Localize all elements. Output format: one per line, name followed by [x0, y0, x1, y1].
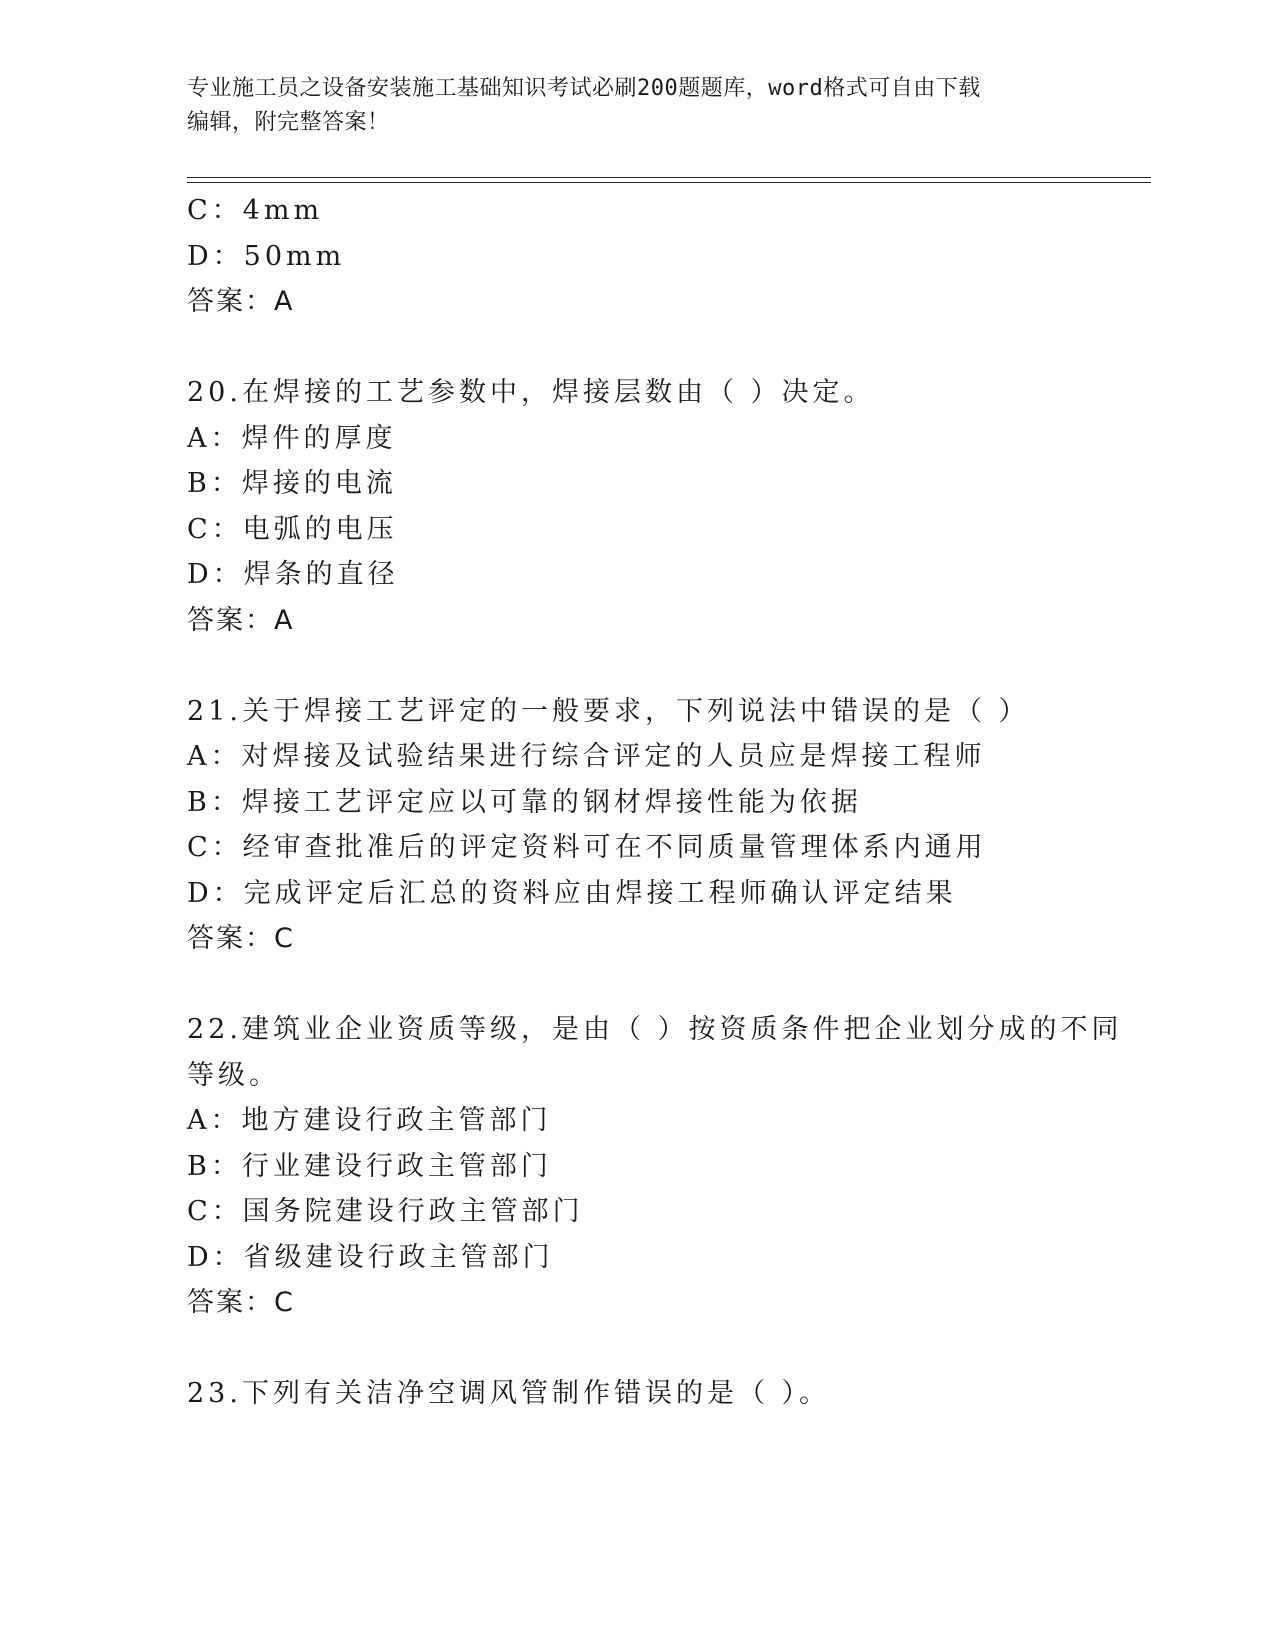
option-letter: C： [187, 195, 243, 226]
option-letter: D： [187, 877, 244, 909]
answer-line [187, 1280, 1087, 1326]
option-text: 经审查批准后的评定资料可在不同质量管理体系内通用 [242, 832, 987, 863]
answer-value: A [274, 604, 295, 636]
answer-label: 答案： [187, 1287, 274, 1318]
question-list [187, 188, 1123, 1417]
option-letter: B： [187, 786, 242, 818]
option-b [187, 461, 1087, 507]
answer-value: C [274, 1287, 295, 1318]
option-text: 对焊接及试验结果进行综合评定的人员应是焊接工程师 [241, 741, 986, 772]
option-text: 国务院建设行政主管部门 [242, 1196, 584, 1227]
document-header [187, 72, 1067, 140]
option-letter: B： [187, 1150, 242, 1182]
option-text: 完成评定后汇总的资料应由焊接工程师确认评定结果 [243, 877, 957, 909]
question-number: 22. [187, 1014, 242, 1045]
option-d [187, 871, 1087, 917]
question-number: 21. [187, 695, 242, 727]
answer-value: C [274, 923, 295, 954]
option-letter: A： [187, 1105, 242, 1136]
header-rule-top [187, 177, 1151, 178]
header-rule-bottom [187, 182, 1151, 183]
question-number: 23. [187, 1378, 242, 1409]
option-a [187, 416, 1087, 462]
option-letter: C： [187, 832, 243, 863]
spacer [187, 962, 1087, 1008]
question-number: 20. [187, 377, 242, 408]
option-letter: C： [187, 1196, 243, 1227]
answer-line [187, 598, 1087, 644]
question-stem [187, 689, 1087, 735]
option-letter: D： [187, 240, 244, 272]
answer-line [187, 279, 1087, 325]
option-text: 50mm [243, 240, 346, 272]
option-text: 焊接的电流 [241, 468, 397, 499]
option-letter: A： [187, 422, 242, 454]
answer-label: 答案： [187, 923, 274, 954]
answer-line [187, 916, 1087, 962]
header-line-2: 编辑，附完整答案！ [187, 110, 390, 135]
option-c [187, 507, 1087, 553]
option-b [187, 780, 1087, 826]
option-d [187, 234, 1087, 280]
answer-label: 答案： [187, 286, 274, 317]
question-text: 建筑业企业资质等级，是由（ ）按资质条件把企业划分成的不同 [241, 1014, 1123, 1045]
option-letter: B： [187, 468, 242, 499]
option-letter: C： [187, 513, 243, 545]
option-d [187, 1235, 1087, 1281]
option-text: 焊条的直径 [243, 559, 399, 590]
option-letter: D： [187, 559, 244, 590]
option-a [187, 734, 1087, 780]
option-a [187, 1098, 1087, 1144]
option-c [187, 1189, 1087, 1235]
question-text: 关于焊接工艺评定的一般要求，下列说法中错误的是（ ） [241, 695, 1030, 727]
answer-value: A [274, 286, 295, 317]
option-d [187, 552, 1087, 598]
question-stem [187, 370, 1087, 416]
question-stem [187, 1371, 1087, 1417]
option-c [187, 188, 1087, 234]
question-text: 在焊接的工艺参数中，焊接层数由（ ）决定。 [241, 377, 875, 408]
spacer [187, 325, 1087, 371]
option-text: 4mm [242, 195, 324, 226]
option-text: 行业建设行政主管部门 [241, 1150, 552, 1182]
spacer [187, 1326, 1087, 1372]
answer-label: 答案： [187, 604, 274, 636]
option-letter: A： [187, 741, 242, 772]
option-text: 焊件的厚度 [241, 422, 397, 454]
option-text: 省级建设行政主管部门 [243, 1241, 554, 1273]
option-text: 焊接工艺评定应以可靠的钢材焊接性能为依据 [241, 786, 862, 818]
option-b [187, 1144, 1087, 1190]
question-stem-continued: 等级。 [187, 1059, 280, 1091]
question-text: 下列有关洁净空调风管制作错误的是（ ）。 [241, 1378, 831, 1409]
option-c [187, 825, 1087, 871]
spacer [187, 643, 1087, 689]
option-text: 电弧的电压 [242, 513, 398, 545]
option-letter: D： [187, 1241, 244, 1273]
option-text: 地方建设行政主管部门 [241, 1105, 552, 1136]
header-line-1: 专业施工员之设备安装施工基础知识考试必刷200题题库，word格式可自由下载 [187, 76, 981, 101]
question-stem [187, 1007, 1123, 1053]
